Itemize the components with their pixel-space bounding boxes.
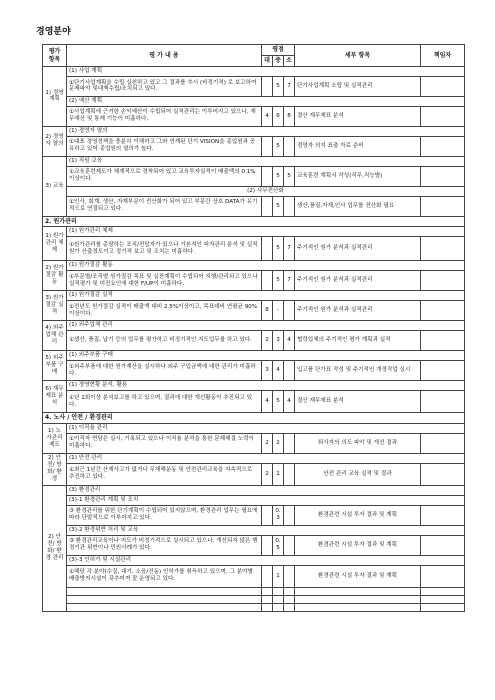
detail-cell: 퇴사자의 의도 파악 및 개선 결과 [295, 433, 421, 453]
header-content: 평 가 내 용 [67, 45, 262, 67]
table-row [43, 166, 465, 186]
table-row [43, 485, 465, 495]
item-heading: (1) 외주부품 구매 [67, 351, 465, 361]
score-mid: 5 [273, 166, 284, 186]
header-row [43, 45, 465, 56]
score-mid: 5 [273, 136, 284, 156]
header-detail: 세부 항목 [295, 45, 421, 67]
item-text: ①인사, 회계, 생산, 자재부문이 전산화가 되어 있고 부문간 상호 DATA가 유기적으로 연결되고 있다. [67, 196, 262, 216]
item-subheading: (3)-1 환경관리 계획 및 조치 [67, 495, 465, 505]
table-row [43, 555, 465, 565]
table-row [43, 136, 465, 156]
table-row [43, 96, 465, 106]
detail-cell: 결산 재무재표 분석 [295, 391, 421, 413]
table-row [43, 321, 465, 331]
table-row [43, 237, 465, 261]
table-row [43, 126, 465, 136]
page-title: 경영분야 [36, 27, 71, 37]
item-heading: (1) 원가관리 체제 [67, 227, 465, 237]
item-text: ①외주부품에 대한 원가계산을 실시하나 외주 구입금액에 대한 관리가 미흡하다. [67, 361, 262, 381]
table-row [43, 525, 465, 535]
table-row [43, 505, 465, 525]
item-text: ①단기사업계획을 수립 실천하고 있고 그 결과를 추시 (비정기적) 로 보고하여 문제파악 및대책수립/조치되고 있다. [67, 76, 262, 96]
category-cell: 1) 경영 계획 [43, 67, 67, 127]
item-text: ①교육훈련제도가 체계적으로 정착되어 있고 교육투자실적이 매출액의 0.1% 이상이다. [67, 166, 262, 186]
score-big: 2 [262, 463, 273, 485]
table-row [43, 603, 465, 611]
score-big: 4 [262, 391, 273, 413]
item-heading: (1) 안전 관리 [67, 453, 465, 463]
detail-cell: 생산,품질,자재,인사 업무를 전산화 필요 [295, 196, 421, 216]
detail-cell: 주기적인 원가 분석과 실적관리 [295, 301, 421, 321]
item-heading: (3) 환경관리 [67, 485, 465, 495]
table-row [43, 261, 465, 271]
category-cell: 3) 교육 [43, 156, 67, 216]
score-small: 8 [284, 106, 295, 126]
item-heading: (1) 이직율 관리 [67, 423, 465, 433]
detail-cell: 단기사업계획 소립 및 실적관리 [295, 76, 421, 96]
table-row [43, 361, 465, 381]
item-text: ③ 환경관리를 위한 단기계획이 수립되어 있지않으며, 환경관리 업무는 필요에 따라 단발적으로 이루어지고 있다. [67, 505, 262, 525]
score-mid: 5 [273, 196, 284, 216]
item-heading: (2) 사무전산화 [67, 186, 465, 196]
detail-cell: 환경관련 시설 투자 결과 및 계획 [295, 535, 421, 555]
score-mid: 2 [273, 433, 284, 453]
detail-cell: 경영자 의지 표출 자료 준비 [295, 136, 421, 156]
detail-cell: 환경관련 시설 투자 결과 및 계획 [295, 505, 421, 525]
category-cell: 2) 경영 자 열의 [43, 126, 67, 156]
table-row [43, 433, 465, 453]
detail-cell: 입고품 단가표 작성 및 주기적인 개정작업 실시 [295, 361, 421, 381]
table-row [43, 291, 465, 301]
item-subheading: (3)-3 인허가 및 시설관리 [67, 555, 465, 565]
table-row [43, 453, 465, 463]
table-row [43, 106, 465, 126]
score-mid: 1 [273, 463, 284, 485]
section-heading: 4. 노사 / 안전 / 환경관리 [43, 413, 465, 424]
table-row [43, 495, 465, 505]
score-mid: 6 [273, 106, 284, 126]
item-text: ①생산, 품질, 납기 등의 업무를 평가하고 비정기적인 지도업무를 하고 있다. [67, 331, 262, 351]
table-row [43, 227, 465, 237]
score-small: 5 [284, 166, 295, 186]
score-mid: 5 [273, 76, 284, 96]
item-text: ①원가관리를 총괄하는 조직/전담자가 있으나 기본적인 피자관리 분석 및 실적원가 산출정도이고 정기적 보고 및 조치는 미흡하다. [67, 237, 262, 261]
table-row [43, 587, 465, 595]
header-responsible: 책임자 [421, 45, 465, 67]
detail-cell: 협력업체의 주기적인 평가 계획과 실적 [295, 331, 421, 351]
item-text: ①최근 1년간 산재사고가 없거나 무재해운동 및 안전관리교육을 지속적으로 추진하고 있다. [67, 463, 262, 485]
score-big: 2 [262, 433, 273, 453]
item-text: ③ 환경관리교육이나 지도가 비정기적으로 실시되고 있으나, 개선되지 않은 행정기관 위반이나 민원사례가 있다. [67, 535, 262, 555]
score-small: 4 [284, 331, 295, 351]
score-small: 7 [284, 271, 295, 291]
evaluation-table [42, 44, 465, 612]
category-cell: 3) 원가 절감 실적 [43, 291, 67, 321]
score-mid: 0.5 [273, 535, 284, 555]
header-score: 평점 [262, 45, 295, 56]
table-row [43, 565, 465, 587]
score-small: 7 [284, 76, 295, 96]
table-row [43, 271, 465, 291]
table-row [43, 156, 465, 166]
score-mid: - [273, 301, 284, 321]
table-row [43, 381, 465, 391]
score-mid: 5 [273, 237, 284, 261]
score-small: 7 [284, 237, 295, 261]
table-row [43, 76, 465, 96]
detail-cell: 결산 재무재표 분석 [295, 106, 421, 126]
score-big: 2 [262, 331, 273, 351]
item-subheading: (3)-2 환경위반 처리 및 교육 [67, 525, 465, 535]
item-text: ①년 1회이상 분석보고를 하고 있으며, 결과에 대한 개선활동이 추진되고 있다. [67, 391, 262, 413]
category-cell: 6) 재무 제표 분석 [43, 381, 67, 413]
item-heading: (1) 외주업체 관리 [67, 321, 465, 331]
score-mid: 0.3 [273, 505, 284, 525]
table-row [43, 331, 465, 351]
score-mid: 4 [273, 361, 284, 381]
item-text: ①해당 각 분야(수질, 대기, 소음/진동) 인허가를 취득하고 있으며, 그 분야별 배출방지시설이 갖추어져 잘 운영되고 있다. [67, 565, 262, 587]
score-mid: 5 [273, 271, 284, 291]
item-heading: (2) 예산 계획 [67, 96, 465, 106]
section-row [43, 216, 465, 227]
detail-cell: 안전 관리 교육 실적 및 결과 [295, 463, 421, 485]
item-text: ①이직자 면담은 실시, 기록되고 있으나 이직율 분석을 통한 문제해결 노력이 미흡하다. [67, 433, 262, 453]
score-big: 3 [262, 361, 273, 381]
table-row [43, 186, 465, 196]
category-cell: 5) 외주 부품 구매 [43, 351, 67, 381]
item-text: ①전년도 원가절감 실적이 매출액 대비 2.5%이상이고, 목표대비 연평균 90% 이상이다. [67, 301, 262, 321]
table-row [43, 67, 465, 77]
section-heading: 2. 원가관리 [43, 216, 465, 227]
table-row [43, 391, 465, 413]
category-cell: 2) 안전/ 방화/ 환경 관리 [43, 485, 67, 611]
header-score-big: 대 [262, 56, 273, 67]
item-heading: (1) 경영자 열의 [67, 126, 465, 136]
item-heading: (1) 원가절감 활동 [67, 261, 465, 271]
header-score-mid: 중 [273, 56, 284, 67]
detail-cell: 주기적인 원가 분석과 실적관리 [295, 237, 421, 261]
score-mid: 1 [273, 565, 284, 587]
table-row [43, 535, 465, 555]
category-cell: 2) 원가 절감 활동 [43, 261, 67, 291]
item-text: ①부문별/조직별 원가절감 목표 및 실천계획이 수립되어 지행/관리되고 있으나 실적평가 및 미진요인에 대한 F/UP이 미흡하다. [67, 271, 262, 291]
detail-cell: 환경관련 시설 투자 결과 및 계획 [295, 565, 421, 587]
category-cell: 4) 외주 업체 관리 [43, 321, 67, 351]
header-score-small: 소 [284, 56, 295, 67]
section-row [43, 413, 465, 424]
item-heading: (1) 원가절감 실적 [67, 291, 465, 301]
item-text: ①사업계획에 근거한 손익예산이 수립되어 실적관리는 이루어지고 있으나, 재무예산 및 통제 기능이 미흡하다. [67, 106, 262, 126]
item-text: ①대표 경영정책을 충분히 이해하고 그와 연계된 단기 VISION을 종업원과 공유하고 있어 종업원의 열의가 높다. [67, 136, 262, 156]
table-row [43, 351, 465, 361]
category-cell: 1) 원가 관리 체제 [43, 227, 67, 261]
detail-cell: 교육훈련 계획서 작성(직무,직능별) [295, 166, 421, 186]
table-row [43, 595, 465, 603]
score-big: 4 [262, 106, 273, 126]
item-heading: (1) 경영현황 분석, 활용 [67, 381, 465, 391]
item-heading: (1) 직원 교육 [67, 156, 465, 166]
score-mid: 3 [273, 331, 284, 351]
table-row [43, 463, 465, 485]
item-heading: (1) 사업 계획 [67, 67, 465, 77]
category-cell: 2) 안전/ 방화/ 환경 [43, 453, 67, 485]
table-row [43, 301, 465, 321]
score-mid: 5 [273, 391, 284, 413]
header-category: 평가 항목 [43, 45, 67, 67]
category-cell: 1) 노 사관리 제도 [43, 423, 67, 453]
table-row [43, 196, 465, 216]
table-row [43, 423, 465, 433]
score-small: 4 [284, 391, 295, 413]
detail-cell: 주기적인 원가 분석과 실적관리 [295, 271, 421, 291]
score-big: 8 [262, 301, 273, 321]
